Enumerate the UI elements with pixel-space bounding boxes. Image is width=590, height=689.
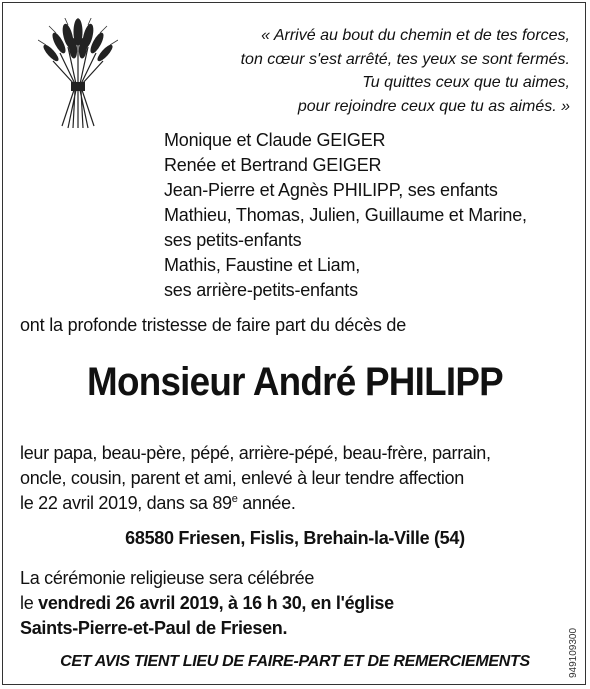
description-text: le 22 avril 2019, dans sa 89 (20, 493, 232, 513)
ceremony-line: La cérémonie religieuse sera célébrée (20, 568, 315, 588)
family-line: Renée et Bertrand GEIGER (164, 155, 382, 175)
wheat-sheaf-icon (38, 18, 118, 130)
poem-line: « Arrivé au bout du chemin et de tes forces, (261, 27, 570, 44)
description-line: oncle, cousin, parent et ami, enlevé à leur tendre affection (20, 468, 464, 488)
description-line (20, 491, 491, 519)
ceremony-date: vendredi 26 avril 2019, à 16 h 30, en l'église (38, 593, 394, 613)
poem (150, 24, 570, 118)
description-text: année. (237, 493, 296, 513)
description-line: leur papa, beau-père, pépé, arrière-pépé, beau-frère, parrain, (20, 443, 491, 463)
location-line: 68580 Friesen, Fislis, Brehain-la-Ville (54) (125, 528, 465, 548)
ordinal-suffix: e (231, 493, 238, 505)
deceased-name: Monsieur André PHILIPP (87, 360, 503, 404)
family-line: Jean-Pierre et Agnès PHILIPP, ses enfants (164, 180, 498, 200)
ceremony-line (20, 591, 394, 616)
deceased-description (20, 441, 491, 519)
ceremony-prefix: le (20, 593, 39, 613)
family-line: Mathieu, Thomas, Julien, Guillaume et Marine, (164, 205, 527, 225)
family-list (164, 128, 527, 303)
poem-line: pour rejoindre ceux que tu as aimés. » (297, 97, 570, 115)
family-line: ses arrière-petits-enfants (164, 280, 358, 300)
ceremony-details (20, 566, 394, 641)
footer-notice: CET AVIS TIENT LIEU DE FAIRE-PART ET DE REMERCIEMENTS (60, 653, 530, 670)
announcement-intro: ont la profonde tristesse de faire part du décès de (20, 315, 407, 335)
reference-number (568, 618, 582, 678)
reference-text: 949109300 (568, 627, 579, 678)
ceremony-church: Saints-Pierre-et-Paul de Friesen. (20, 618, 288, 638)
poem-line: ton cœur s'est arrêté, tes yeux se sont fermés. (240, 50, 570, 68)
family-line: Monique et Claude GEIGER (164, 130, 386, 150)
poem-line: Tu quittes ceux que tu aimes, (362, 74, 570, 91)
family-line: ses petits-enfants (164, 230, 302, 250)
family-line: Mathis, Faustine et Liam, (164, 255, 361, 275)
